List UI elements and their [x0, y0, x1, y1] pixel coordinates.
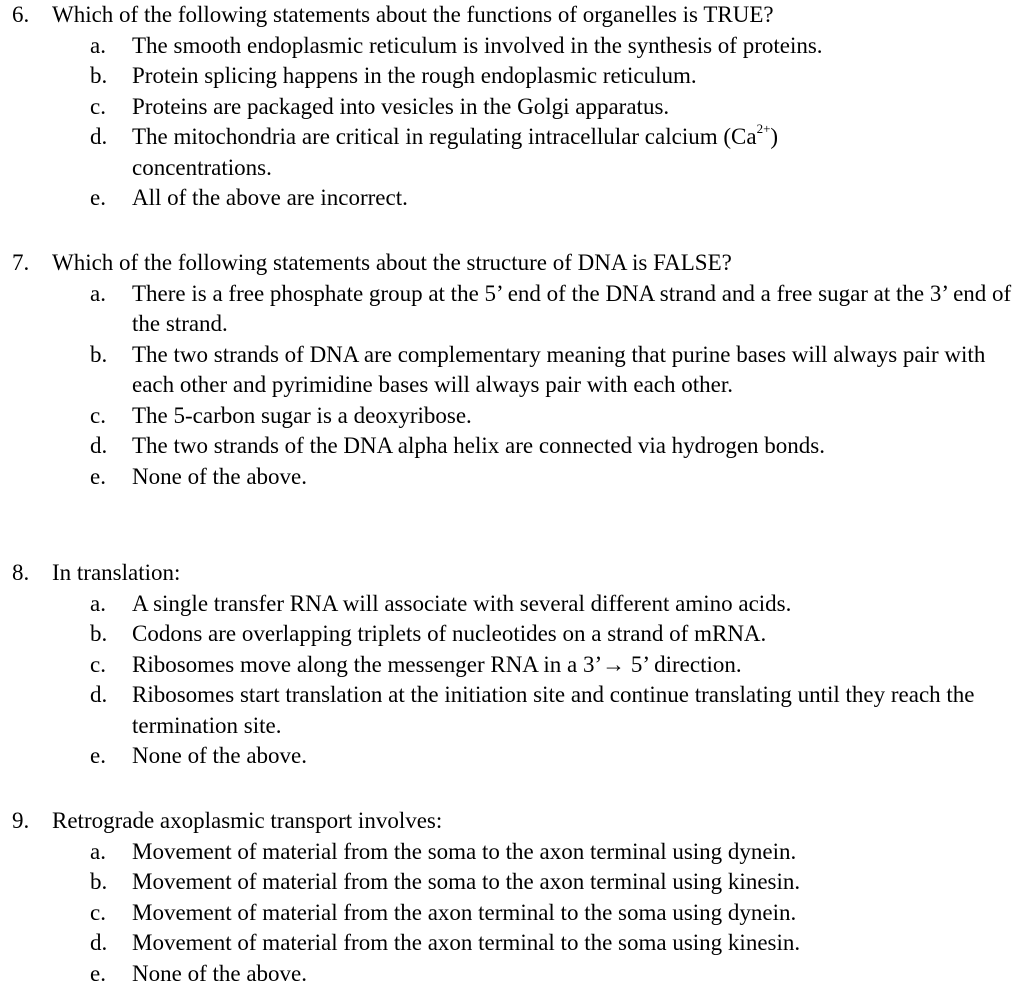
option-letter: c. [90, 401, 106, 432]
option-text: A single transfer RNA will associate with several different amino acids. [132, 589, 1024, 620]
option-text: Protein splicing happens in the rough endoplasmic reticulum. [132, 61, 1024, 92]
option-letter: e. [90, 462, 106, 493]
answer-option-a [0, 31, 1024, 62]
option-letter: d. [90, 928, 107, 959]
answer-option-e [0, 183, 1024, 214]
option-text: The 5-carbon sugar is a deoxyribose. [132, 401, 1024, 432]
answer-option-c [0, 650, 1024, 681]
option-letter: e. [90, 183, 106, 214]
option-text: Codons are overlapping triplets of nucleotides on a strand of mRNA. [132, 619, 1024, 650]
answer-option-a [0, 837, 1024, 868]
question-9 [0, 806, 1024, 989]
option-letter: b. [90, 340, 107, 371]
answer-option-c [0, 401, 1024, 432]
answer-option-e [0, 959, 1024, 989]
option-text: Proteins are packaged into vesicles in the Golgi apparatus. [132, 92, 1024, 123]
question-text: In translation: [52, 558, 180, 589]
option-letter: d. [90, 122, 107, 153]
superscript-charge: 2+ [757, 121, 771, 136]
option-text: The two strands of DNA are complementary meaning that purine bases will always pair with each other and pyrimidine bases will always pair with each other. [132, 340, 1002, 401]
option-text: Movement of material from the soma to the axon terminal using dynein. [132, 837, 1024, 868]
option-text: The smooth endoplasmic reticulum is involved in the synthesis of proteins. [132, 31, 1024, 62]
question-stem [0, 558, 1024, 589]
question-7 [0, 248, 1024, 492]
question-number: 8. [12, 558, 29, 589]
option-text: The two strands of the DNA alpha helix are connected via hydrogen bonds. [132, 431, 1024, 462]
question-number: 7. [12, 248, 29, 279]
answer-option-d [0, 928, 1024, 959]
option-letter: c. [90, 898, 106, 929]
answer-option-b [0, 340, 1024, 401]
answer-option-d [0, 122, 1024, 183]
answer-option-e [0, 741, 1024, 772]
option-letter: e. [90, 741, 106, 772]
option-text: Ribosomes move along the messenger RNA in a 3’→ 5’ direction. [132, 650, 1024, 681]
option-letter: a. [90, 31, 106, 62]
option-text-part: The mitochondria are critical in regulating intracellular calcium (Ca [132, 124, 757, 149]
option-text: Movement of material from the axon terminal to the soma using dynein. [132, 898, 1024, 929]
question-stem [0, 248, 1024, 279]
option-letter: a. [90, 279, 106, 310]
option-letter: c. [90, 650, 106, 681]
option-letter: d. [90, 680, 107, 711]
option-text [132, 122, 1024, 153]
option-letter: a. [90, 837, 106, 868]
option-text: None of the above. [132, 741, 1024, 772]
option-text: There is a free phosphate group at the 5’ end of the DNA strand and a free sugar at the 3’ end of the strand. [132, 279, 1012, 340]
option-text: None of the above. [132, 462, 1024, 493]
question-8 [0, 558, 1024, 772]
answer-option-e [0, 462, 1024, 493]
question-stem [0, 0, 1024, 31]
option-text-part: ) [770, 124, 778, 149]
question-text: Retrograde axoplasmic transport involves: [52, 806, 442, 837]
question-stem [0, 806, 1024, 837]
option-letter: b. [90, 61, 107, 92]
question-text: Which of the following statements about the structure of DNA is FALSE? [52, 248, 732, 279]
option-text: Ribosomes start translation at the initiation site and continue translating until they reach the termination site. [132, 680, 1012, 741]
option-text: Movement of material from the axon terminal to the soma using kinesin. [132, 928, 1024, 959]
answer-option-d [0, 680, 1024, 741]
option-text: All of the above are incorrect. [132, 183, 1024, 214]
answer-option-b [0, 61, 1024, 92]
answer-option-b [0, 867, 1024, 898]
option-text: Movement of material from the soma to the axon terminal using kinesin. [132, 867, 1024, 898]
option-letter: e. [90, 959, 106, 989]
option-letter: b. [90, 619, 107, 650]
answer-option-b [0, 619, 1024, 650]
option-text: None of the above. [132, 959, 1024, 989]
option-letter: a. [90, 589, 106, 620]
question-number: 6. [12, 0, 29, 31]
option-text-continued: concentrations. [132, 153, 1024, 184]
answer-option-c [0, 92, 1024, 123]
answer-option-c [0, 898, 1024, 929]
answer-option-a [0, 589, 1024, 620]
question-text: Which of the following statements about the functions of organelles is TRUE? [52, 0, 774, 31]
answer-option-d [0, 431, 1024, 462]
answer-option-a [0, 279, 1024, 340]
question-6 [0, 0, 1024, 214]
option-letter: b. [90, 867, 107, 898]
option-letter: c. [90, 92, 106, 123]
option-letter: d. [90, 431, 107, 462]
question-number: 9. [12, 806, 29, 837]
